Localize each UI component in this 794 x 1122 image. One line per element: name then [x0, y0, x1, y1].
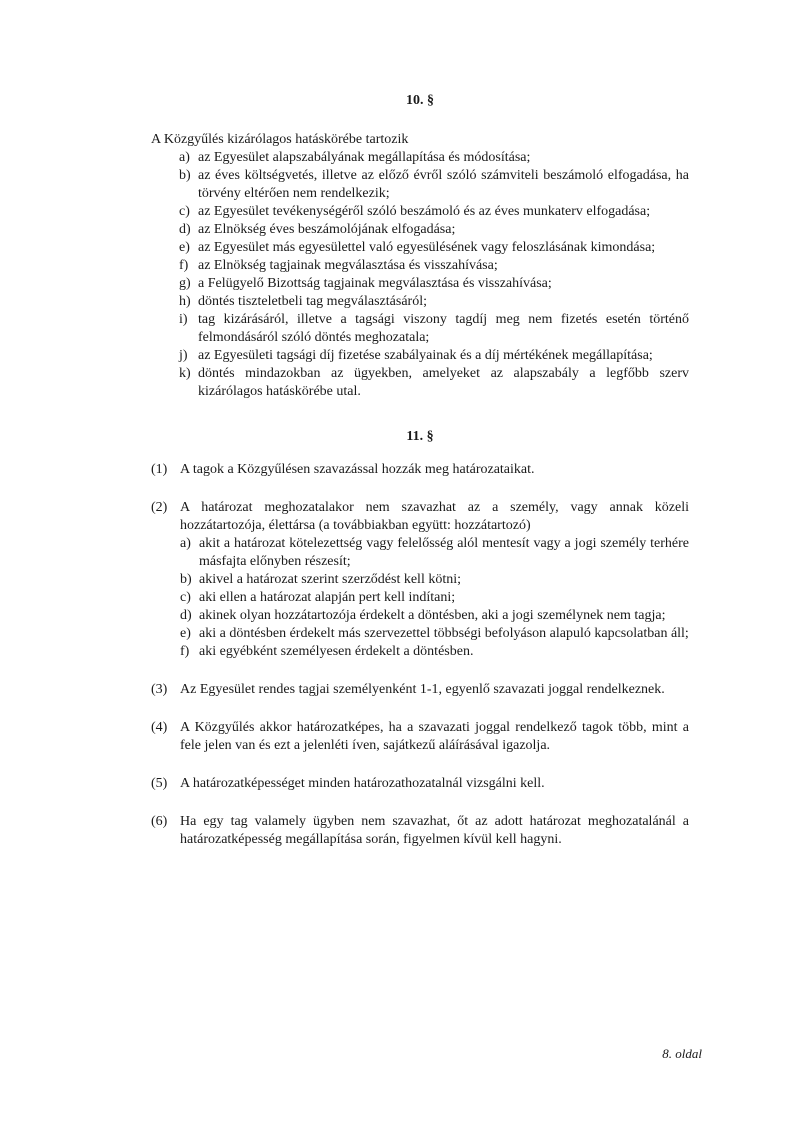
sub-list-item [151, 643, 689, 661]
paragraph-text: A határozat meghozatalakor nem szavazhat az a személy, vagy annak közeli hozzátartozója, élettársa (a továbbiakban együtt: hozzátartozó) [180, 500, 689, 533]
sub-item-text: aki ellen a határozat alapján pert kell indítani; [199, 590, 456, 605]
paragraph-text: A tagok a Közgyűlésen szavazással hozzák meg határozataikat. [180, 462, 535, 477]
numbered-paragraph [151, 719, 689, 755]
list-item-text: az Egyesület alapszabályának megállapítása és módosítása; [198, 150, 531, 165]
paragraph-number: (6) [151, 814, 168, 829]
list-item-label: c) [179, 204, 190, 219]
list-item-label: a) [179, 150, 190, 165]
list-item [151, 239, 689, 257]
numbered-paragraph [151, 499, 689, 535]
sub-item-label: c) [180, 590, 191, 605]
list-item [151, 311, 689, 347]
sub-list-item [151, 607, 689, 625]
list-item [151, 257, 689, 275]
page-content [151, 92, 689, 869]
sub-item-text: akivel a határozat szerint szerződést kell kötni; [199, 572, 462, 587]
sub-item-label: f) [180, 644, 190, 659]
list-item-label: j) [179, 348, 188, 363]
numbered-paragraph [151, 461, 689, 479]
sub-item-text: aki a döntésben érdekelt más szervezettel többségi befolyáson alapuló kapcsolatban áll; [199, 626, 689, 641]
page-number-footer: 8. oldal [662, 1046, 702, 1061]
list-item [151, 221, 689, 239]
sub-list-item [151, 571, 689, 589]
list-item-text: az Egyesületi tagsági díj fizetése szabályainak és a díj mértékének megállapítása; [198, 348, 653, 363]
paragraph-number: (3) [151, 682, 168, 697]
list-item-label: k) [179, 366, 191, 381]
list-item-text: az Egyesület tevékenységéről szóló beszámoló és az éves munkaterv elfogadása; [198, 204, 651, 219]
paragraph-block [151, 775, 689, 793]
list-item-text: az Elnökség éves beszámolójának elfogadása; [198, 222, 456, 237]
paragraph-block [151, 813, 689, 849]
list-item-text: döntés tiszteletbeli tag megválasztásáról; [198, 294, 427, 309]
list-item-text: az Elnökség tagjainak megválasztása és visszahívása; [198, 258, 498, 273]
list-item-label: i) [179, 312, 188, 327]
sub-item-label: b) [180, 572, 192, 587]
list-item-text: az éves költségvetés, illetve az előző évről szóló számviteli beszámoló elfogadása, ha törvény eltérően nem rendelkezik; [198, 168, 689, 201]
paragraph-2-sub-list [151, 535, 689, 661]
list-item [151, 203, 689, 221]
paragraph-block [151, 719, 689, 755]
list-item-label: e) [179, 240, 190, 255]
paragraph-text: Ha egy tag valamely ügyben nem szavazhat, őt az adott határozat meghozatalánál a határozatképesség megállapítása során, figyelmen kívül kell hagyni. [180, 814, 689, 847]
paragraph-number: (4) [151, 720, 168, 735]
paragraph-block [151, 681, 689, 699]
list-item-label: g) [179, 276, 191, 291]
list-item-label: b) [179, 168, 191, 183]
paragraph-number: (1) [151, 462, 168, 477]
list-item-text: tag kizárásáról, illetve a tagsági viszony tagdíj meg nem fizetés esetén történő felmondásáról szóló döntés meghozatala; [198, 312, 689, 345]
list-item-text: a Felügyelő Bizottság tagjainak megválasztása és visszahívása; [198, 276, 552, 291]
sub-list-item [151, 535, 689, 571]
list-item [151, 149, 689, 167]
list-item-label: f) [179, 258, 189, 273]
numbered-paragraph [151, 775, 689, 793]
sub-item-label: d) [180, 608, 192, 623]
sub-item-text: aki egyébként személyesen érdekelt a döntésben. [199, 644, 474, 659]
list-item [151, 347, 689, 365]
section-10-intro: A Közgyűlés kizárólagos hatáskörébe tartozik [151, 132, 409, 147]
paragraph-text: Az Egyesület rendes tagjai személyenként 1-1, egyenlő szavazati joggal rendelkeznek. [180, 682, 665, 697]
list-item-label: d) [179, 222, 191, 237]
sub-item-text: akinek olyan hozzátartozója érdekelt a döntésben, aki a jogi személynek nem tagja; [199, 608, 666, 623]
sub-list-item [151, 625, 689, 643]
section-heading-10: 10. § [406, 93, 434, 108]
paragraph-block [151, 461, 689, 479]
paragraph-text: A Közgyűlés akkor határozatképes, ha a szavazati joggal rendelkező tagok több, mint a fele jelen van és ezt a jelenléti íven, sajátkezű aláírásával igazolja. [180, 720, 689, 753]
list-item-label: h) [179, 294, 191, 309]
numbered-paragraph [151, 813, 689, 849]
paragraph-number: (5) [151, 776, 168, 791]
section-heading-11: 11. § [406, 429, 434, 444]
paragraph-text: A határozatképességet minden határozathozatalnál vizsgálni kell. [180, 776, 545, 791]
sub-list-item [151, 589, 689, 607]
list-item [151, 167, 689, 203]
list-item [151, 365, 689, 401]
sub-item-label: a) [180, 536, 191, 551]
section-10-item-list [151, 149, 689, 401]
paragraph-block [151, 499, 689, 661]
paragraph-number: (2) [151, 500, 168, 515]
sub-item-label: e) [180, 626, 191, 641]
list-item [151, 293, 689, 311]
list-item-text: az Egyesület más egyesülettel való egyesülésének vagy feloszlásának kimondása; [198, 240, 656, 255]
list-item [151, 275, 689, 293]
list-item-text: döntés mindazokban az ügyekben, amelyeket az alapszabály a legfőbb szerv kizárólagos hatáskörébe utal. [198, 366, 689, 399]
numbered-paragraph [151, 681, 689, 699]
sub-item-text: akit a határozat kötelezettség vagy felelősség alól mentesít vagy a jogi személy terhére másfajta előnyben részesít; [199, 536, 689, 569]
